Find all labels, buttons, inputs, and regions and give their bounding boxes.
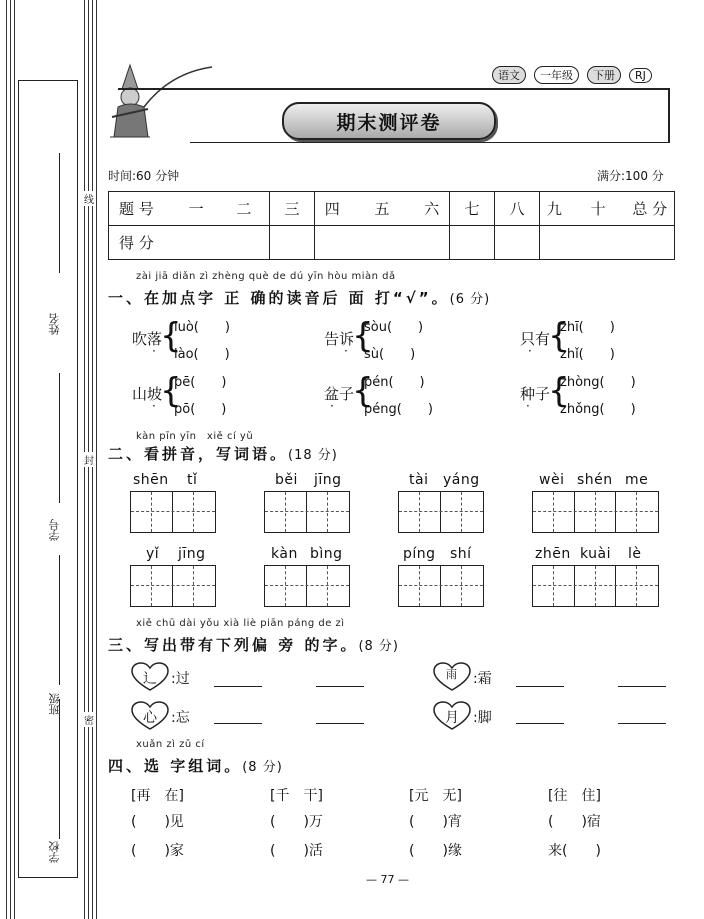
table-cell — [540, 192, 675, 226]
sec1-option[interactable]: péng( ) — [364, 402, 433, 417]
sec1-word: 只有 — [520, 330, 551, 348]
sec1-option[interactable]: lào( ) — [174, 347, 230, 362]
answer-blank[interactable] — [516, 686, 564, 687]
grade-badge: 一年级 — [534, 66, 579, 84]
score-cell[interactable] — [450, 226, 495, 260]
word-pinyin: lè — [628, 546, 642, 562]
header-rule-side — [668, 88, 670, 143]
sec4-title-text: 四、选 字组词。 — [108, 757, 243, 775]
volume-badge: 下册 — [587, 66, 621, 84]
full-score: 满分:100 分 — [597, 169, 664, 183]
margin-line — [6, 0, 7, 919]
fill-item[interactable]: ( )宵 — [409, 814, 462, 830]
word-pinyin: me — [625, 472, 649, 488]
subject-badge: 语文 — [492, 66, 526, 84]
radical: 辶 — [143, 671, 157, 687]
answer-blank[interactable] — [214, 686, 262, 687]
score-table-score-row — [109, 226, 675, 260]
header-label: 十 — [590, 200, 606, 218]
sec4-title — [108, 755, 283, 776]
brace: { — [352, 316, 374, 356]
word-pinyin: jīng — [178, 546, 206, 562]
tianzige-box[interactable] — [398, 491, 484, 533]
sec3-points: (8 分) — [358, 639, 400, 654]
sec1-word: 山坡 — [132, 385, 163, 403]
header-label: 六 — [424, 200, 440, 218]
wizard-fishing-illustration — [100, 55, 220, 145]
margin-line — [14, 0, 15, 919]
table-cell — [315, 192, 450, 226]
name-label: 姓名 — [48, 313, 61, 335]
fill-item[interactable]: ( )万 — [270, 814, 323, 830]
sec4-points: (8 分) — [242, 760, 283, 775]
word-pinyin: shēn — [133, 472, 169, 488]
fill-item[interactable]: ( )缘 — [409, 843, 462, 859]
score-table-header-row — [109, 192, 675, 226]
sec1-option[interactable]: sòu( ) — [364, 320, 424, 335]
radical-example: :过 — [171, 671, 190, 687]
word-pinyin: shí — [450, 546, 472, 562]
brace: { — [160, 371, 182, 411]
fill-item[interactable]: ( )活 — [270, 843, 323, 859]
sec2-pinyin: kàn pīn yīn xiě cí yǔ — [136, 431, 254, 442]
tianzige-box[interactable] — [264, 491, 350, 533]
table-cell: 三 — [270, 192, 315, 226]
answer-blank[interactable] — [516, 723, 564, 724]
binding-strip — [18, 80, 78, 878]
choice-pair: [再 在] — [131, 788, 184, 804]
sec3-title-text: 三、写出带有下列偏 旁 的字。 — [108, 636, 359, 654]
header-label: 一 — [188, 200, 204, 218]
tianzige-box[interactable] — [130, 565, 216, 607]
answer-blank[interactable] — [214, 723, 262, 724]
radical: 心 — [143, 710, 157, 726]
margin-line — [10, 0, 11, 919]
choice-pair: [往 住] — [548, 788, 601, 804]
tianzige-box[interactable] — [130, 491, 216, 533]
edition-badge: RJ — [629, 68, 652, 83]
word-pinyin: shén — [577, 472, 613, 488]
sec1-word: 种子 — [520, 385, 551, 403]
emphasis-dot: · — [526, 399, 530, 413]
sec1-option[interactable]: zhī( ) — [560, 320, 615, 335]
answer-blank[interactable] — [316, 686, 364, 687]
brace: { — [548, 316, 570, 356]
header-label: 题 号 — [119, 200, 154, 218]
emphasis-dot: · — [528, 344, 532, 358]
radical-example: :忘 — [171, 710, 190, 726]
choice-pair: [千 干] — [270, 788, 323, 804]
word-pinyin: zhēn — [535, 546, 571, 562]
sec2-title-text: 二、看拼音，写词语。 — [108, 445, 289, 463]
word-pinyin: bìng — [310, 546, 343, 562]
tianzige-box[interactable] — [264, 565, 350, 607]
emphasis-dot: · — [330, 399, 334, 413]
student-id-label: 学号 — [48, 519, 61, 541]
fill-item[interactable]: ( )见 — [131, 814, 184, 830]
word-pinyin: yáng — [443, 472, 480, 488]
header-label: 四 — [324, 200, 340, 218]
header-label: 九 — [546, 200, 562, 218]
score-cell[interactable] — [270, 226, 315, 260]
cut-mark-secret: 密 — [84, 712, 94, 727]
sec1-points: (6 分) — [449, 292, 491, 307]
sec4-pinyin: xuǎn zì zǔ cí — [136, 739, 205, 750]
header-rule — [118, 88, 670, 90]
sec1-title — [108, 287, 490, 308]
word-pinyin: tǐ — [187, 472, 198, 488]
name-blank[interactable] — [59, 153, 60, 273]
fill-item[interactable]: ( )宿 — [548, 814, 601, 830]
badge-row — [492, 66, 652, 84]
fill-item[interactable]: 来( ) — [548, 843, 601, 859]
emphasis-dot: · — [152, 399, 156, 413]
class-blank[interactable] — [59, 555, 60, 685]
brace: { — [160, 316, 182, 356]
cut-mark-seal: 封 — [84, 452, 94, 467]
header-rule-bottom — [190, 142, 670, 143]
word-pinyin: kuài — [580, 546, 612, 562]
score-cell[interactable] — [540, 226, 675, 260]
sec1-option[interactable]: pén( ) — [364, 375, 425, 390]
score-cell[interactable] — [315, 226, 450, 260]
school-blank[interactable] — [59, 699, 60, 839]
radical: 月 — [445, 710, 459, 726]
score-cell[interactable] — [495, 226, 540, 260]
sec1-word: 盆子 — [324, 385, 355, 403]
exam-title: 期末测评卷 — [336, 111, 442, 134]
word-pinyin: yǐ — [146, 546, 160, 562]
sec1-title-text: 一、在加点字 正 确的读音后 面 打“√”。 — [108, 289, 450, 307]
answer-blank[interactable] — [618, 686, 666, 687]
cut-mark-line: 线 — [84, 191, 94, 206]
sec3-pinyin: xiě chū dài yǒu xià liè piān páng de zì — [136, 618, 345, 629]
word-pinyin: kàn — [271, 546, 298, 562]
exam-title-banner — [282, 102, 496, 140]
sec2-points: (18 分) — [288, 448, 338, 463]
time-limit: 时间:60 分钟 — [108, 169, 180, 183]
sec1-option[interactable]: zhòng( ) — [560, 375, 636, 390]
word-pinyin: jīng — [314, 472, 342, 488]
sec1-option[interactable]: pō( ) — [174, 402, 227, 417]
answer-blank[interactable] — [316, 723, 364, 724]
choice-pair: [元 无] — [409, 788, 462, 804]
radical-example: :脚 — [473, 710, 492, 726]
header-label: 总 分 — [632, 200, 668, 218]
word-pinyin: wèi — [539, 472, 565, 488]
tianzige-box[interactable] — [398, 565, 484, 607]
score-row-label: 得 分 — [109, 226, 270, 260]
brace: { — [352, 371, 374, 411]
table-cell — [109, 192, 270, 226]
page-number: — 77 — — [366, 873, 409, 886]
answer-blank[interactable] — [618, 723, 666, 724]
header-label: 五 — [374, 200, 390, 218]
school-label: 学校 — [48, 841, 61, 863]
word-pinyin: běi — [275, 472, 298, 488]
emphasis-dot: · — [152, 344, 156, 358]
sec1-option[interactable]: pē( ) — [174, 375, 227, 390]
class-label: 班级 — [48, 693, 61, 715]
score-table — [108, 191, 675, 260]
sec1-word: 吹落 — [132, 330, 163, 348]
word-pinyin: tài — [409, 472, 429, 488]
fill-item[interactable]: ( )家 — [131, 843, 184, 859]
sec1-word: 告诉 — [324, 330, 355, 348]
sec3-title — [108, 634, 399, 655]
tianzige-box[interactable] — [532, 491, 659, 533]
radical: 雨 — [446, 668, 457, 681]
sec1-pinyin: zài jiā diǎn zì zhèng què de dú yīn hòu miàn dǎ — [136, 271, 396, 282]
tianzige-box[interactable] — [532, 565, 659, 607]
table-cell: 七 — [450, 192, 495, 226]
brace: { — [548, 371, 570, 411]
sec1-option[interactable]: sù( ) — [364, 347, 416, 362]
sec2-title — [108, 443, 338, 464]
word-pinyin: píng — [403, 546, 436, 562]
student-id-blank[interactable] — [59, 373, 60, 503]
radical-example: :霜 — [473, 671, 492, 687]
sec1-option[interactable]: luò( ) — [174, 320, 230, 335]
emphasis-dot: · — [344, 344, 348, 358]
header-label: 二 — [236, 200, 252, 218]
sec1-option[interactable]: zhǒng( ) — [560, 402, 636, 417]
margin-line — [96, 0, 97, 919]
table-cell: 八 — [495, 192, 540, 226]
sec1-option[interactable]: zhǐ( ) — [560, 347, 615, 362]
